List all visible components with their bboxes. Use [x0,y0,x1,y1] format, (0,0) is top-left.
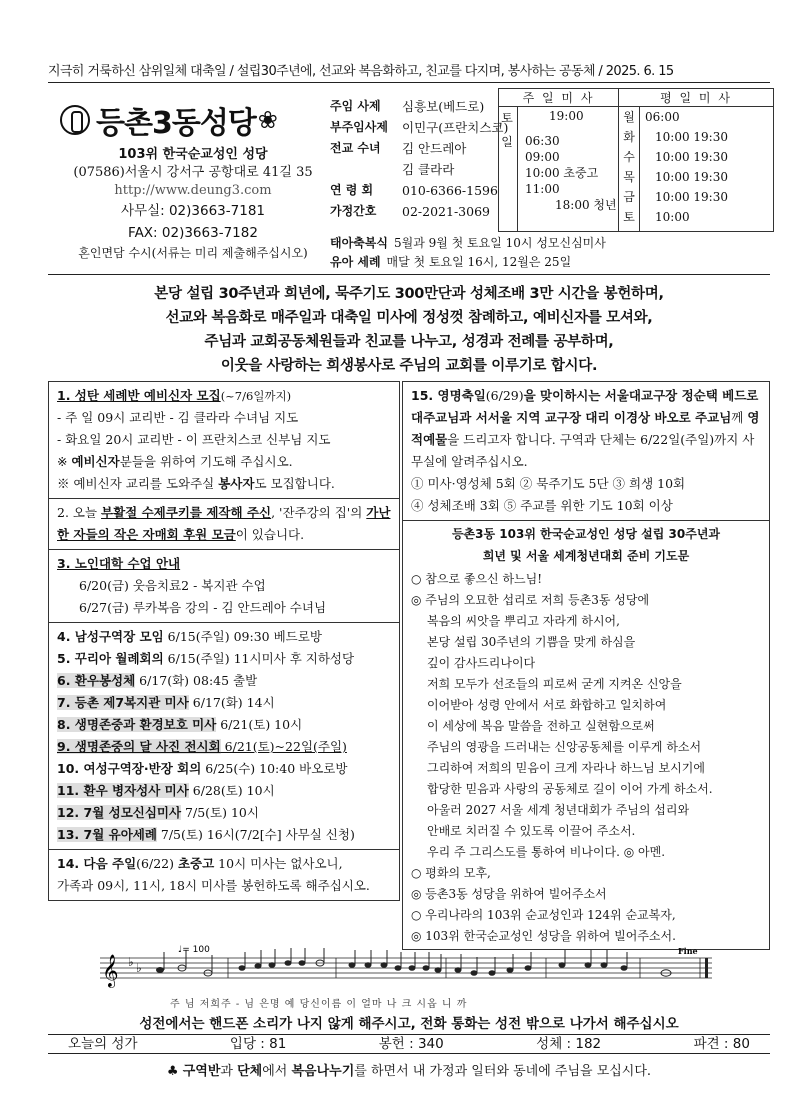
prayer-title: 등촌3동 103위 한국순교성인 성당 설립 30주년과 희년 및 서울 세계청년대회 준비 기도문 [451,527,721,563]
svg-text:♭: ♭ [128,955,134,969]
prayer-line: 복음의 씨앗을 뿌리고 자라게 하시어, [427,614,620,628]
hymn-label: 오늘의 성가 [68,1036,138,1052]
weekday-row: 목 10:00 19:30 [623,170,728,184]
prayer-line: 아울러 2027 서울 세계 청년대회가 주님의 섭리와 [427,803,690,817]
weekday-row: 월 06:00 [623,110,680,124]
music-staff [100,944,712,992]
staff-row: 부주임사제 이민구(프란치스코) [330,120,509,135]
prayer-line: ○ 우리나라의 103위 순교성인과 124위 순교복자, [411,908,676,922]
day-label: 일 [501,135,513,149]
church-website[interactable]: http://www.deung3.com [114,183,272,198]
notice-donation: 2. 오늘 부활절 수제쿠키를 제작해 주신, '잔주강의 집'의 가난한 자들의 작은 자매회 후원 모금이 있습니다. [49,499,399,550]
divider [48,274,770,275]
notice-feast-day: 15. 영명축일(6/29)을 맞이하시는 서울대교구장 정순택 베드로 대주교님과 서서울 지역 교구장 대리 이경상 바오로 주교님께 영적예물을 드리고자 합니다. 구역과 단체는 6/22일(주일)까지 사무실에 알려주십시오. ① 미사·영성체 5회 ② 묵주기도 5단 ③ 희생 10회 ④ 성체조배 3회 ⑤ 주교를 위한 기도 10회 이상 [403,382,769,521]
sub-info-row: 유아 세례 매달 첫 토요일 16시, 12월은 25일 [330,255,572,269]
event-item: 7. 등촌 제7복지관 미사 6/17(화) 14시 [57,695,275,710]
header-topline: 지극히 거룩하신 삼위일체 대축일 / 설립30주년에, 선교와 복음화하고, 친교를 다지며, 봉사하는 공동체 / 2025. 6. 15 [48,64,674,79]
marriage-notice: 혼인면담 수시(서류는 미리 제출해주십시오) [78,246,308,260]
prayer-line: 안배로 치러질 수 있도록 이끌어 주소서. [427,824,636,838]
sunday-mass [499,107,619,231]
prayer-line: 그리하여 저희의 믿음이 크게 자라나 하느님 보시기에 [427,761,705,775]
sacrament-info [330,234,606,272]
prayer-line: ◎ 주님의 오묘한 섭리로 저희 등촌3동 성당에 [411,593,650,607]
church-name: 등촌3동성당 [96,106,256,141]
notice-catechumen: 1. 성탄 세례반 예비신자 모집(~7/6일까지) - 주 일 09시 교리반 - 김 클라라 수녀님 지도 - 화요일 20시 교리반 - 이 프란치스코 신부님 지도 ※ 예비신자분들을 위하여 기도해 주십시오. ※ 예비신자 교리를 도와주실 봉사자도 모집합니다. [49,382,399,499]
prayer-line: 저희 모두가 선조들의 피로써 굳게 지켜온 신앙을 [427,677,682,691]
phone-notice: 성전에서는 핸드폰 소리가 나지 않게 해주시고, 전화 통화는 성전 밖으로 나가서 해주십시오 [139,1016,679,1032]
club-icon: ♣ [166,1064,183,1079]
hymn-communion: 성체 : 182 [536,1036,602,1052]
prayer-line: 이어받아 성령 안에서 서로 화합하고 일치하여 [427,698,667,712]
music-lyrics: 주 님 저희주 - 님 은명 예 당신이름 이 얼마 나 크 시옵 니 까 [170,999,468,1010]
sun-mass-times: 06:30 09:00 10:00 초중고 11:00 18:00 청년 [525,134,617,212]
weekday-row: 토 10:00 [623,210,690,224]
parish-motto: 본당 설립 30주년과 희년에, 묵주기도 300만단과 성체조배 3만 시간을 봉헌하며, 선교와 복음화로 매주일과 대축일 미사에 정성껏 참례하고, 예비신자를 모셔와, 주님과 교회공동체원들과 친교를 나누고, 성경과 전례를 공부하며, 이웃을 사랑하는 희생봉사로 주님의 교회를 이루기로 합시다. [154,286,664,374]
flower-emblem-icon: ❀ [257,106,278,134]
notice-events [49,623,399,850]
prayer-line: 깊이 감사드리나이다 [427,656,536,670]
staff-row: 연 령 회 010-6366-1596 [330,183,498,198]
prayer-line: ◎ 103위 한국순교성인 성당을 위하여 빌어주소서. [411,929,676,943]
notices-right [402,381,770,950]
event-item: 4. 남성구역장 모임 6/15(주일) 09:30 베드로방 [57,629,322,644]
church-address: (07586)서울시 강서구 공항대로 41길 35 [73,165,313,180]
event-item: 6. 환우봉성체 6/17(화) 08:45 출발 [57,673,258,688]
music-score [100,944,712,1010]
prayer-line: ◎ 등촌3동 성당을 위하여 빌어주소서 [411,887,607,901]
weekday-mass [619,107,773,231]
church-info [52,146,334,262]
prayer-line: 합당한 믿음과 사랑의 공동체로 길이 이어 가게 하소서. [427,782,713,796]
staff-list [330,96,508,222]
weekday-row: 화 10:00 19:30 [623,130,728,144]
staff-row: 김 클라라 [402,162,455,177]
svg-text:𝄞: 𝄞 [102,954,119,987]
hymn-entrance: 입당 : 81 [229,1036,287,1052]
fax-number: FAX: 02)3663-7182 [128,225,258,241]
staff-row: 가정간호 02-2021-3069 [330,204,490,219]
svg-text:♭: ♭ [136,961,142,975]
closing-message: ♣ 구역반과 단체에서 복음나누기를 하면서 내 가정과 일터와 동네에 주님을 모십시다. [166,1064,652,1079]
event-item: 5. 꾸리아 월례회의 6/15(주일) 11시미사 후 지하성당 [57,651,355,666]
hymn-numbers [48,1034,770,1054]
office-phone: 사무실: 02)3663-7181 [121,203,265,219]
event-item: 8. 생명존중과 환경보호 미사 6/21(토) 10시 [57,717,303,732]
prayer-line: 우리 주 그리스도를 통하여 비나이다. ◎ 아멘. [427,845,666,859]
prayer-line: 본당 설립 30주년의 기쁨을 맞게 하심을 [427,635,636,649]
church-title [60,98,278,142]
mass-schedule-table [498,88,774,232]
mass-table-header [499,89,773,107]
notices-left [48,381,400,901]
weekday-row: 수 10:00 19:30 [623,150,728,164]
weekday-row: 금 10:00 19:30 [623,190,728,204]
event-item: 12. 7월 성모신심미사 7/5(토) 10시 [57,805,259,820]
divider [48,82,770,83]
notice-senior-college: 3. 노인대학 수업 안내 6/20(금) 웃음치료2 - 복지관 수업 6/27(금) 루카복음 강의 - 김 안드레아 수녀님 [49,550,399,623]
staff-row: 전교 수녀 김 안드레아 [330,141,467,156]
sat-mass-time: 19:00 [549,109,584,123]
event-item: 10. 여성구역장·반장 회의 6/25(수) 10:40 바오로방 [57,761,348,776]
event-item: 9. 생명존중의 달 사진 전시회 6/21(토)~22일(주일) [57,739,347,754]
hymn-offertory: 봉헌 : 340 [378,1036,444,1052]
tempo-mark: ♩= 100 [178,945,210,955]
prayer-line: 이 세상에 복음 말씀을 전하고 실현함으로써 [427,719,655,733]
sunday-mass-title: 주 일 미 사 [499,89,619,106]
staff-row: 주임 사제 심흥보(베드로) [330,99,485,114]
prayer-line: 주님의 영광을 드러내는 신앙공동체를 이루게 하소서 [427,740,702,754]
notice-next-sunday: 14. 다음 주일(6/22) 초중고 10시 미사는 없사오니, 가족과 09시, 11시, 18시 미사를 봉헌하도록 해주십시오. [57,856,370,893]
church-subtitle: 103위 한국순교성인 성당 [118,147,268,162]
hymn-recessional: 파견 : 80 [693,1036,750,1052]
fine-mark: Fine [678,946,698,956]
event-item: 11. 환우 병자성사 미사 6/28(토) 10시 [57,783,275,798]
event-item: 13. 7월 유아세례 7/5(토) 16시(7/2[수] 사무실 신청) [57,827,355,842]
sub-info-row: 태아축복식 5월과 9월 첫 토요일 10시 성모신심미사 [330,236,606,250]
prayer-line: ○ 참으로 좋으신 하느님! [411,572,543,586]
prayer-text [403,567,769,949]
prayer-line: ○ 평화의 모후, [411,866,491,880]
day-label: 토 [501,111,513,125]
church-logo-icon [60,105,90,135]
weekday-mass-title: 평 일 미 사 [660,91,732,105]
